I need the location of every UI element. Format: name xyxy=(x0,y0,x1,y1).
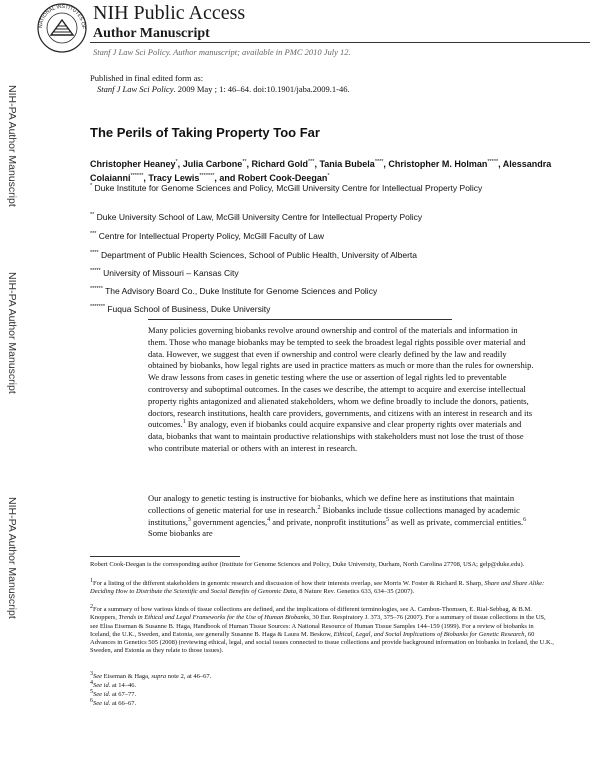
sidebar-label-middle: NIH-PA Author Manuscript xyxy=(6,272,18,394)
footnote-signal: See id. xyxy=(93,691,111,698)
footnote-number: 4 xyxy=(90,679,93,686)
footnote-text: , 8 Nature Rev. Genetics 633, 634–35 (2007). xyxy=(295,588,415,596)
footnote-divider xyxy=(90,556,240,557)
footnote-text: at 14–46. xyxy=(110,682,137,689)
affiliation-text: Duke Institute for Genome Sciences and Policy, McGill University Centre for Intellectual Property Policy xyxy=(94,182,483,193)
author-list xyxy=(90,157,560,184)
author-separator: , and xyxy=(214,172,238,183)
footnote-ref[interactable]: 1 xyxy=(182,419,186,426)
correspondence-note: Robert Cook-Deegan is the corresponding author (Institute for Genome Sciences and Policy, Duke University, Durham, North Carolina 27708, USA; gelp@duke.edu). xyxy=(90,561,525,568)
footnote-text: at 67–77. xyxy=(110,691,137,698)
sidebar-label-top: NIH-PA Author Manuscript xyxy=(6,85,18,207)
footnote-ref[interactable]: 3 xyxy=(187,516,191,523)
affiliation-mark: ***** xyxy=(90,268,101,274)
footnote-title: Share and Share Alike: Deciding How to Distribute the Scientific and Social Benefits of Genomic Data xyxy=(90,580,545,596)
author-mark: ******* xyxy=(199,172,215,179)
body-text: as well as private, commercial entities. xyxy=(389,516,524,527)
affiliation-text: University of Missouri – Kansas City xyxy=(103,267,239,278)
body-paragraph xyxy=(148,493,538,540)
author: Christopher Heaney xyxy=(90,159,176,169)
author-separator: , xyxy=(246,159,252,169)
affiliation-mark: ** xyxy=(90,212,95,218)
author-separator: , xyxy=(383,159,389,169)
nih-seal-logo xyxy=(36,2,88,54)
affiliation-mark: ******* xyxy=(90,304,105,310)
affiliation xyxy=(90,181,550,194)
footnote-number: 6 xyxy=(90,697,93,704)
footnote-text: , 30 Eur. Respiratory J. 373, 375–76 (2007). For a summary of tissue collections in the US, see Elisa Eiseman & Susanne B. Haga, Handbook of Human Tissue Sources: A National Resource of Human Tissue Samples 144–159 (1999). For a review of biobanks in Iceland, the U.K., Sweden, and Estonia, see generally Susanne B. Haga & Laura M. Beskow, xyxy=(90,614,546,638)
affiliation-mark: * xyxy=(90,183,93,189)
abstract xyxy=(148,325,538,455)
footnote-signal: supra xyxy=(151,673,167,680)
body-text: government agencies, xyxy=(190,516,268,527)
author: Robert Cook-Deegan xyxy=(237,172,328,183)
affiliation xyxy=(90,284,550,297)
author: Richard Gold xyxy=(251,159,309,169)
affiliation xyxy=(90,302,550,315)
footnote-4 xyxy=(90,679,554,690)
publication-details: . 2009 May ; 1: 46–64. doi:10.1901/jaba.2009.1-46. xyxy=(173,84,350,94)
footnote-text: at 66–67. xyxy=(110,700,137,707)
affiliation-mark: *** xyxy=(90,231,97,237)
footnote-text: For a listing of the different stakeholders in genomic research and discussion of how their interests overlap, see Morris W. Foster & Richard R. Sharp, xyxy=(93,580,485,587)
author-separator: , xyxy=(498,159,503,169)
publication-citation xyxy=(97,84,350,94)
header-title: NIH Public Access xyxy=(93,2,246,24)
footnote-number: 1 xyxy=(90,577,93,584)
author: Julia Carbone xyxy=(182,159,243,169)
body-text: Biobanks include tissue collections managed by academic institutions, xyxy=(148,504,520,527)
author-separator: , xyxy=(177,159,183,169)
author-mark: ** xyxy=(242,159,247,165)
footnote-ref[interactable]: 6 xyxy=(523,516,527,523)
affiliation-text: The Advisory Board Co., Duke Institute for Genome Sciences and Policy xyxy=(105,285,378,296)
author-mark: **** xyxy=(374,159,384,165)
author: Tania Bubela xyxy=(319,159,375,169)
footnote-signal: See xyxy=(93,673,103,680)
footnote-text: Eiseman & Haga, xyxy=(102,673,152,680)
footnote-signal: See id. xyxy=(93,700,111,707)
author: Tracy Lewis xyxy=(148,172,200,183)
footnote-3 xyxy=(90,670,554,681)
affiliation-text: Fuqua School of Business, Duke University xyxy=(107,303,271,314)
article-title: The Perils of Taking Property Too Far xyxy=(90,125,320,140)
footnote-title: Ethical, Legal, and Social Implications of Biobanks for Genetic Research xyxy=(333,630,525,638)
footnote-ref[interactable]: 2 xyxy=(317,504,321,511)
footnote-number: 5 xyxy=(90,688,93,695)
footnote-title: Trends in Ethical and Legal Frameworks for the Use of Human Biobanks xyxy=(118,614,310,622)
affiliation-text: Department of Public Health Sciences, School of Public Health, University of Alberta xyxy=(100,249,418,260)
published-label: Published in final edited form as: xyxy=(90,73,204,83)
affiliation xyxy=(90,229,550,242)
affiliation-text: Centre for Intellectual Property Policy, McGill Faculty of Law xyxy=(98,230,324,241)
header-subtitle: Author Manuscript xyxy=(93,26,210,41)
footnote-5 xyxy=(90,688,554,699)
footnote-ref[interactable]: 4 xyxy=(267,516,271,523)
abstract-divider xyxy=(148,319,452,320)
author: Christopher M. Holman xyxy=(388,159,488,169)
footnote-2 xyxy=(90,603,554,656)
affiliation xyxy=(90,210,550,223)
affiliation xyxy=(90,266,550,279)
author: Alessandra Colaianni xyxy=(90,159,552,183)
author-mark: ***** xyxy=(487,159,499,165)
body-text: Some biobanks are xyxy=(148,528,213,539)
sidebar-label-bottom: NIH-PA Author Manuscript xyxy=(6,497,18,619)
footnote-signal: See id. xyxy=(93,682,111,689)
body-text: Our analogy to genetic testing is instructive for biobanks, which we define here as institutions that maintain collections of genetic material for use in research. xyxy=(148,493,515,515)
footnote-number: 2 xyxy=(90,603,93,610)
author-mark: * xyxy=(327,172,330,179)
affiliation-text: Duke University School of Law, McGill University Centre for Intellectual Property Policy xyxy=(96,211,423,222)
abstract-text: By analogy, even if biobanks could acquire expansive and clear property rights over materials and data, biobanks that want to maintain productive relationships with stakeholders must not lose the trust of those who contribute material or others with an interest in research. xyxy=(148,419,524,453)
footnote-1 xyxy=(90,577,554,597)
affiliation xyxy=(90,248,550,261)
affiliation-mark: ****** xyxy=(90,286,103,292)
author-separator: , xyxy=(143,172,149,183)
footnote-text: , 60 Advances in Genetics 505 (2008) (reviewing ethical, legal, and social issues connected to tissue collections and provide background information on biobanks in Iceland, the U.K., Sweden, and Estonia as they relate to those issues). xyxy=(90,630,554,655)
header-citation: Stanf J Law Sci Policy. Author manuscript; available in PMC 2010 July 12. xyxy=(93,47,351,57)
author-mark: *** xyxy=(308,159,315,165)
svg-text:NATIONAL INSTITUTES OF HEALTH: NATIONAL INSTITUTES OF xyxy=(37,3,87,30)
footnote-ref[interactable]: 5 xyxy=(386,516,390,523)
footnote-text: For a summary of how various kinds of tissue collections are defined, and the implications of different terminologies, see A. Cambon-Thomsen, E. Rial-Sebbag, & B.M. Knoppers, xyxy=(90,606,532,622)
footnote-number: 3 xyxy=(90,670,93,677)
affiliation-mark: **** xyxy=(90,250,99,256)
header-divider xyxy=(90,42,590,43)
footnote-text: note 2, at 46–67. xyxy=(166,673,212,680)
author-separator: , xyxy=(314,159,320,169)
journal-name: Stanf J Law Sci Policy xyxy=(97,84,174,94)
author-mark: ****** xyxy=(130,172,144,179)
body-text: and private, nonprofit institutions xyxy=(270,516,387,527)
footnote-6 xyxy=(90,697,554,708)
abstract-text: Many policies governing biobanks revolve around ownership and control of the materials and information in them. Those who manage biobanks may be tempted to seek the broadest legal rights possible over material and data. However, we suggest that even if ownership and control were clearly defined by the law and readily obtained by biobanks, how legal rights are used in practice matters as much or more than the rules for ownership. We draw lessons from cases in genetic testing where the use or assertion of legal rights led to preventable controversy and suboptimal outcomes. In the cases we describe, the attempt to acquire and exercise intellectual property rights antagonized and alienated stakeholders, whom we define broadly to include the donors, patients, doctors, research institutions, health care providers, governments, and citizens with an interest in research and its outcomes. xyxy=(148,325,534,430)
author-mark: * xyxy=(175,159,178,165)
